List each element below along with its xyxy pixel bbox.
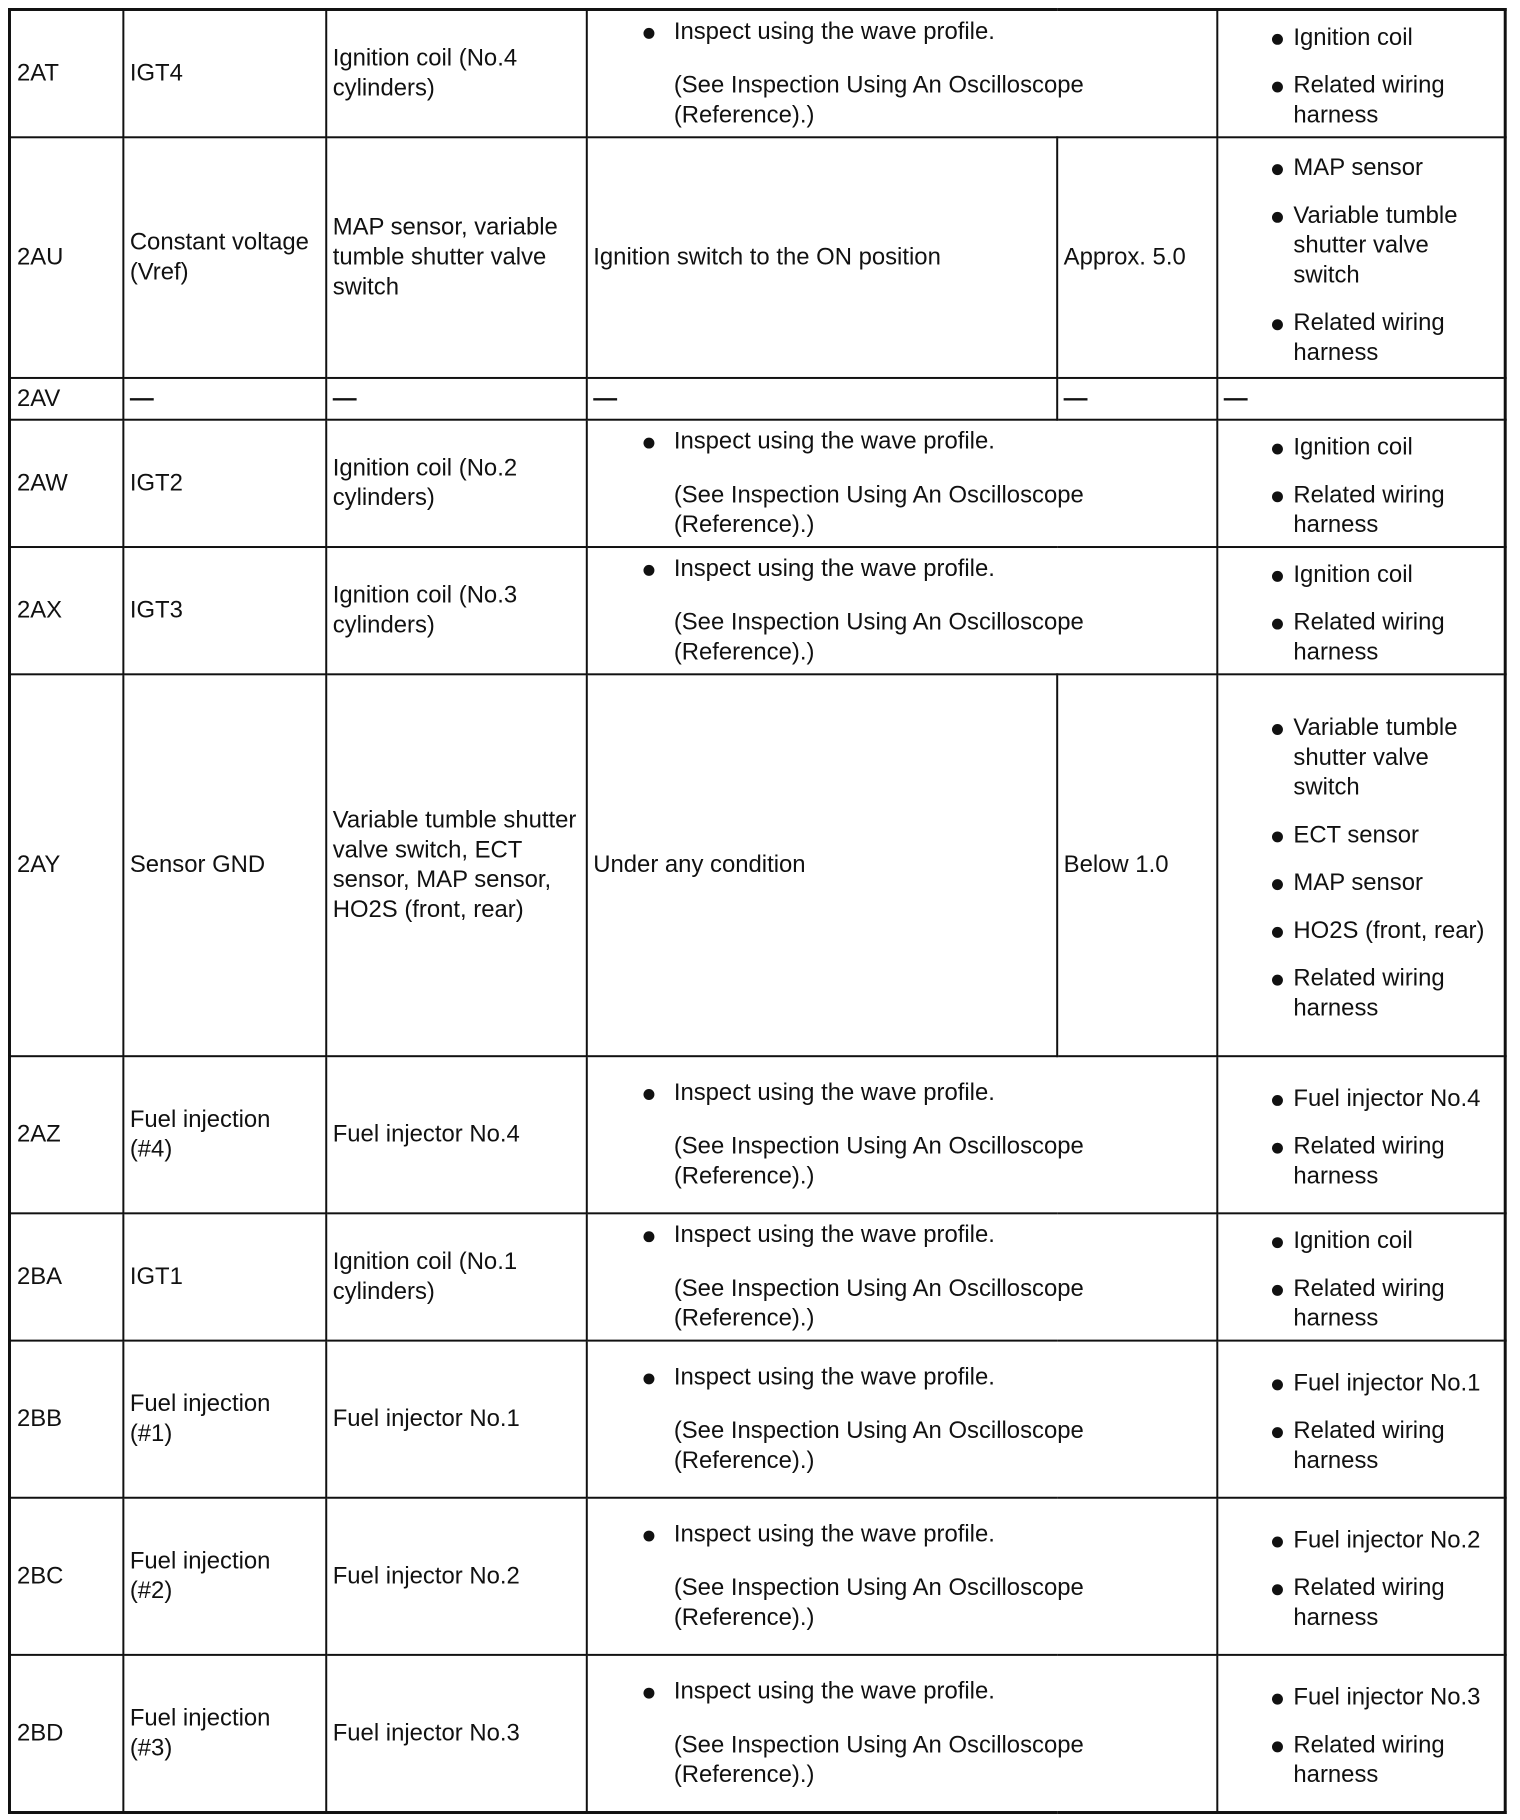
- terminal-cell: 2AT: [9, 9, 122, 137]
- action-item: Related wiring harness: [1224, 964, 1498, 1024]
- table-row: [9, 378, 1505, 420]
- signal-cell: Sensor GND: [123, 674, 326, 1056]
- inspection-cell: [586, 1655, 1217, 1812]
- action-cell: [1217, 1341, 1505, 1498]
- inspection-cell: [586, 1056, 1217, 1213]
- inspection-bullet: Inspect using the wave profile.: [593, 17, 1210, 47]
- action-item: Related wiring harness: [1224, 480, 1498, 540]
- action-item: MAP sensor: [1224, 153, 1498, 183]
- terminal-cell: 2AX: [9, 547, 122, 674]
- inspection-cell: [586, 420, 1217, 547]
- action-cell: [1217, 9, 1505, 137]
- signal-cell: —: [123, 378, 326, 420]
- table-row: [9, 1056, 1505, 1213]
- connected-to-cell: Variable tumble shutter valve switch, ECT sensor, MAP sensor, HO2S (front, rear): [326, 674, 587, 1056]
- connected-to-cell: Fuel injector No.2: [326, 1498, 587, 1655]
- pin-voltage-table: [8, 8, 1507, 1814]
- inspection-cell: [586, 1498, 1217, 1655]
- connected-to-cell: Fuel injector No.3: [326, 1655, 587, 1812]
- terminal-cell: 2AY: [9, 674, 122, 1056]
- table-row: [9, 1213, 1505, 1340]
- connected-to-cell: Fuel injector No.1: [326, 1341, 587, 1498]
- terminal-cell: 2BB: [9, 1341, 122, 1498]
- action-item: Fuel injector No.2: [1224, 1526, 1498, 1556]
- action-item: Ignition coil: [1224, 1226, 1498, 1256]
- table-row: [9, 547, 1505, 674]
- action-item: Fuel injector No.3: [1224, 1682, 1498, 1712]
- action-item: Variable tumble shutter valve switch: [1224, 201, 1498, 291]
- action-item: Related wiring harness: [1224, 71, 1498, 131]
- connected-to-cell: —: [326, 378, 587, 420]
- table-row: [9, 1498, 1505, 1655]
- action-item: Fuel injector No.1: [1224, 1368, 1498, 1398]
- inspection-bullet: Inspect using the wave profile.: [593, 1520, 1210, 1550]
- signal-cell: IGT4: [123, 9, 326, 137]
- action-item: Related wiring harness: [1224, 1132, 1498, 1192]
- table-row: [9, 420, 1505, 547]
- document-page: [8, 8, 1504, 1801]
- inspection-bullet: Inspect using the wave profile.: [593, 1078, 1210, 1108]
- action-item: Fuel injector No.4: [1224, 1084, 1498, 1114]
- action-cell: [1217, 547, 1505, 674]
- voltage-cell: —: [1057, 378, 1217, 420]
- test-condition-cell: —: [586, 378, 1056, 420]
- action-cell: [1217, 137, 1505, 378]
- inspection-reference: (See Inspection Using An Oscilloscope (Reference).): [673, 71, 1084, 129]
- action-cell: [1217, 1498, 1505, 1655]
- signal-cell: IGT2: [123, 420, 326, 547]
- signal-cell: Fuel injection (#2): [123, 1498, 326, 1655]
- action-cell: [1217, 1655, 1505, 1812]
- action-item: Ignition coil: [1224, 23, 1498, 53]
- inspection-reference: (See Inspection Using An Oscilloscope (Reference).): [673, 1731, 1084, 1788]
- action-item: Related wiring harness: [1224, 1416, 1498, 1476]
- connected-to-cell: Ignition coil (No.3 cylinders): [326, 547, 587, 674]
- action-item: Related wiring harness: [1224, 608, 1498, 668]
- terminal-cell: 2BA: [9, 1213, 122, 1340]
- terminal-cell: 2AU: [9, 137, 122, 378]
- voltage-cell: Approx. 5.0: [1057, 137, 1217, 378]
- table-row: [9, 674, 1505, 1056]
- action-item: Related wiring harness: [1224, 1573, 1498, 1633]
- test-condition-cell: Under any condition: [586, 674, 1056, 1056]
- action-item: Related wiring harness: [1224, 1730, 1498, 1790]
- action-cell: [1217, 1056, 1505, 1213]
- action-item: Ignition coil: [1224, 560, 1498, 590]
- inspection-reference: (See Inspection Using An Oscilloscope (Reference).): [673, 1574, 1084, 1632]
- inspection-bullet: Inspect using the wave profile.: [593, 1363, 1210, 1393]
- inspection-bullet: Inspect using the wave profile.: [593, 1220, 1210, 1250]
- action-cell: [1217, 1213, 1505, 1340]
- action-item: HO2S (front, rear): [1224, 916, 1498, 946]
- terminal-cell: 2BC: [9, 1498, 122, 1655]
- terminal-cell: 2AV: [9, 378, 122, 420]
- terminal-cell: 2BD: [9, 1655, 122, 1812]
- inspection-bullet: Inspect using the wave profile.: [593, 554, 1210, 584]
- inspection-cell: [586, 1341, 1217, 1498]
- action-item: Ignition coil: [1224, 433, 1498, 463]
- connected-to-cell: Ignition coil (No.2 cylinders): [326, 420, 587, 547]
- inspection-reference: (See Inspection Using An Oscilloscope (Reference).): [673, 1132, 1084, 1190]
- terminal-cell: 2AZ: [9, 1056, 122, 1213]
- connected-to-cell: MAP sensor, variable tumble shutter valve switch: [326, 137, 587, 378]
- table-row: [9, 1655, 1505, 1812]
- signal-cell: IGT3: [123, 547, 326, 674]
- signal-cell: Fuel injection (#3): [123, 1655, 326, 1812]
- connected-to-cell: Ignition coil (No.4 cylinders): [326, 9, 587, 137]
- action-item: Related wiring harness: [1224, 308, 1498, 368]
- inspection-reference: (See Inspection Using An Oscilloscope (Reference).): [673, 608, 1084, 666]
- action-cell: [1217, 674, 1505, 1056]
- test-condition-cell: Ignition switch to the ON position: [586, 137, 1056, 378]
- action-cell: —: [1217, 378, 1505, 420]
- action-cell: [1217, 420, 1505, 547]
- action-item: ECT sensor: [1224, 821, 1498, 851]
- terminal-cell: 2AW: [9, 420, 122, 547]
- inspection-bullet: Inspect using the wave profile.: [593, 427, 1210, 457]
- connected-to-cell: Fuel injector No.4: [326, 1056, 587, 1213]
- action-item: Related wiring harness: [1224, 1274, 1498, 1334]
- inspection-reference: (See Inspection Using An Oscilloscope (Reference).): [673, 1417, 1084, 1474]
- table-row: [9, 1341, 1505, 1498]
- table-row: [9, 9, 1505, 137]
- inspection-cell: [586, 1213, 1217, 1340]
- action-item: Variable tumble shutter valve switch: [1224, 713, 1498, 803]
- table-row: [9, 137, 1505, 378]
- signal-cell: Fuel injection (#1): [123, 1341, 326, 1498]
- inspection-reference: (See Inspection Using An Oscilloscope (Reference).): [673, 481, 1084, 539]
- inspection-cell: [586, 9, 1217, 137]
- connected-to-cell: Ignition coil (No.1 cylinders): [326, 1213, 587, 1340]
- inspection-cell: [586, 547, 1217, 674]
- signal-cell: Constant voltage (Vref): [123, 137, 326, 378]
- signal-cell: Fuel injection (#4): [123, 1056, 326, 1213]
- inspection-reference: (See Inspection Using An Oscilloscope (Reference).): [673, 1274, 1084, 1332]
- voltage-cell: Below 1.0: [1057, 674, 1217, 1056]
- inspection-bullet: Inspect using the wave profile.: [593, 1677, 1210, 1707]
- action-item: MAP sensor: [1224, 868, 1498, 898]
- signal-cell: IGT1: [123, 1213, 326, 1340]
